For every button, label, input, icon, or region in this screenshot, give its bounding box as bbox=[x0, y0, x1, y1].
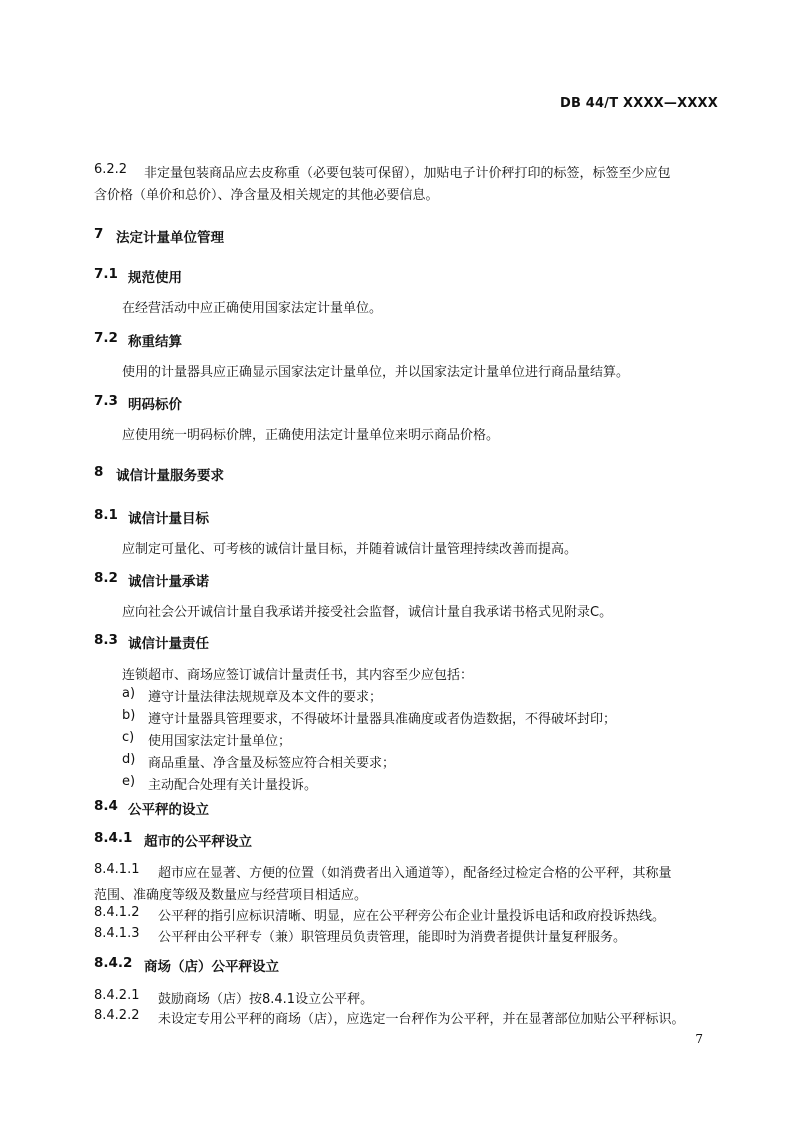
clause-7-1-text: 在经营活动中应正确使用国家法定计量单位。 bbox=[122, 301, 383, 316]
clause-8-3-intro: 连锁超市、商场应签订诚信计量责任书，其内容至少应包括： bbox=[122, 668, 474, 683]
list-item-marker: a) bbox=[122, 686, 136, 701]
clause-8-4-2-title: 商场（店）公平秤设立 bbox=[144, 959, 279, 975]
clause-8-2-title: 诚信计量承诺 bbox=[128, 574, 209, 590]
clause-8-1-number: 8.1 bbox=[94, 507, 118, 523]
clause-8-4-1-1-number: 8.4.1.1 bbox=[94, 862, 140, 877]
clause-6-2-2-line1: 非定量包装商品应去皮称重（必要包装可保留），加贴电子计价秤打印的标签，标签至少应包 bbox=[144, 166, 671, 181]
clause-8-4-title: 公平秤的设立 bbox=[128, 802, 209, 818]
clause-8-4-2-1-text: 鼓励商场（店）按8.4.1设立公平秤。 bbox=[158, 992, 374, 1007]
clause-8-4-2-number: 8.4.2 bbox=[94, 955, 133, 971]
clause-8-4-1-1-line2: 范围、准确度等级及数量应与经营项目相适应。 bbox=[94, 888, 368, 903]
section-8-number: 8 bbox=[94, 464, 104, 480]
clause-8-4-1-2-number: 8.4.1.2 bbox=[94, 905, 140, 920]
clause-8-4-1-3-number: 8.4.1.3 bbox=[94, 926, 140, 941]
clause-8-1-text: 应制定可量化、可考核的诚信计量目标，并随着诚信计量管理持续改善而提高。 bbox=[122, 542, 578, 557]
clause-8-3-number: 8.3 bbox=[94, 632, 118, 648]
clause-8-4-number: 8.4 bbox=[94, 798, 118, 814]
clause-8-4-1-2-text: 公平秤的指引应标识清晰、明显，应在公平秤旁公布企业计量投诉电话和政府投诉热线。 bbox=[158, 909, 666, 924]
clause-7-2-text: 使用的计量器具应正确显示国家法定计量单位，并以国家法定计量单位进行商品量结算。 bbox=[122, 365, 630, 380]
clause-8-2-text: 应向社会公开诚信计量自我承诺并接受社会监督，诚信计量自我承诺书格式见附录C。 bbox=[122, 605, 613, 620]
clause-8-4-2-1-number: 8.4.2.1 bbox=[94, 988, 140, 1003]
document-code-header: DB 44/T XXXX—XXXX bbox=[559, 96, 718, 111]
clause-8-2-number: 8.2 bbox=[94, 570, 118, 586]
list-item-marker: d) bbox=[122, 752, 136, 767]
clause-7-3-title: 明码标价 bbox=[128, 397, 182, 413]
clause-8-4-1-3-text: 公平秤由公平秤专（兼）职管理员负责管理，能即时为消费者提供计量复秤服务。 bbox=[158, 930, 627, 945]
list-item-marker: c) bbox=[122, 730, 135, 745]
clause-8-4-1-number: 8.4.1 bbox=[94, 830, 133, 846]
clause-7-2-title: 称重结算 bbox=[128, 334, 182, 350]
clause-6-2-2-number: 6.2.2 bbox=[94, 162, 128, 177]
list-item-marker: e) bbox=[122, 774, 136, 789]
page-number: 7 bbox=[695, 1032, 703, 1046]
clause-7-1-number: 7.1 bbox=[94, 266, 118, 282]
list-item-marker: b) bbox=[122, 708, 136, 723]
clause-7-2-number: 7.2 bbox=[94, 330, 118, 346]
clause-7-3-number: 7.3 bbox=[94, 393, 118, 409]
list-item-text: 使用国家法定计量单位； bbox=[148, 734, 292, 749]
clause-8-3-title: 诚信计量责任 bbox=[128, 636, 209, 652]
list-item-text: 遵守计量器具管理要求，不得破坏计量器具准确度或者伪造数据，不得破坏封印； bbox=[148, 712, 617, 727]
list-item-text: 遵守计量法律法规规章及本文件的要求； bbox=[148, 690, 383, 705]
clause-7-3-text: 应使用统一明码标价牌，正确使用法定计量单位来明示商品价格。 bbox=[122, 428, 500, 443]
clause-6-2-2-line2: 含价格（单价和总价）、净含量及相关规定的其他必要信息。 bbox=[94, 188, 439, 203]
clause-8-1-title: 诚信计量目标 bbox=[128, 511, 209, 527]
clause-8-4-1-title: 超市的公平秤设立 bbox=[144, 834, 252, 850]
clause-8-4-1-1-line1: 超市应在显著、方便的位置（如消费者出入通道等），配备经过检定合格的公平秤，其称量 bbox=[158, 866, 672, 881]
section-7-title: 法定计量单位管理 bbox=[116, 230, 224, 246]
section-7-number: 7 bbox=[94, 226, 104, 242]
clause-7-1-title: 规范使用 bbox=[128, 270, 182, 286]
section-8-title: 诚信计量服务要求 bbox=[116, 468, 224, 484]
clause-8-4-2-2-number: 8.4.2.2 bbox=[94, 1008, 140, 1023]
clause-8-4-2-2-text: 未设定专用公平秤的商场（店），应选定一台秤作为公平秤，并在显著部位加贴公平秤标识。 bbox=[158, 1012, 685, 1027]
list-item-text: 商品重量、净含量及标签应符合相关要求； bbox=[148, 756, 396, 771]
list-item-text: 主动配合处理有关计量投诉。 bbox=[148, 778, 318, 793]
